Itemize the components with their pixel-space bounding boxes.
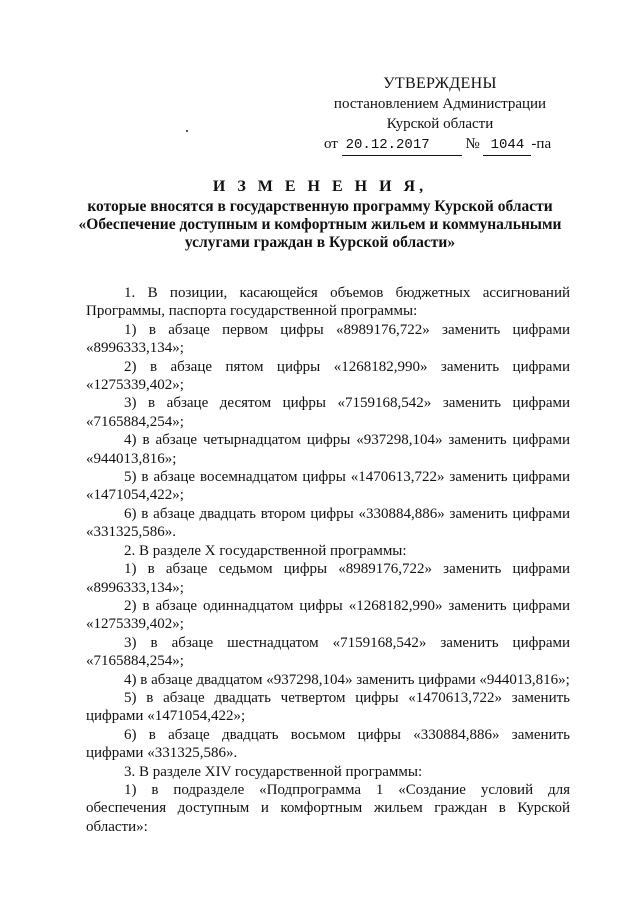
paragraph: 1) в абзаце первом цифры «8989176,722» заменить цифрами «8996333,134»; <box>86 321 570 357</box>
paragraph: 3. В разделе XIV государственной программы: <box>124 763 423 780</box>
approval-number: 1044 <box>483 135 531 156</box>
number-label: № <box>465 136 480 152</box>
paragraph: 2) в абзаце одиннадцатом цифры «1268182,990» заменить цифрами «1275339,402»; <box>86 597 570 633</box>
heading-title: И З М Е Н Е Н И Я, <box>212 178 428 195</box>
paragraph: 2) в абзаце пятом цифры «1268182,990» заменить цифрами «1275339,402»; <box>86 358 570 394</box>
approval-title: УТВЕРЖДЕНЫ <box>383 75 497 92</box>
approval-date: 20.12.2017 <box>342 135 462 156</box>
number-suffix: -па <box>531 136 552 152</box>
paragraph: 1) в абзаце седьмом цифры «8989176,722» заменить цифрами «8996333,134»; <box>86 561 570 596</box>
heading-line-3: услугами граждан в Курской области» <box>184 234 456 251</box>
scan-speck <box>186 130 188 132</box>
paragraph: 3) в абзаце шестнадцатом «7159168,542» заменить цифрами «7165884,254»; <box>86 634 570 670</box>
approval-date-line <box>300 134 580 156</box>
approval-line-1: постановлением Администрации <box>333 96 547 112</box>
approval-stamp <box>300 74 580 156</box>
paragraph: 5) в абзаце двадцать четвертом цифры «1470613,722» заменить цифрами «1471054,422»; <box>86 689 570 725</box>
heading-line-1: которые вносятся в государственную программу Курской области <box>87 198 553 215</box>
paragraph: 2. В разделе X государственной программы: <box>124 542 407 559</box>
paragraph: 5) в абзаце восемнадцатом цифры «1470613,722» заменить цифрами «1471054,422»; <box>86 469 570 504</box>
paragraph: 4) в абзаце двадцатом «937298,104» заменить цифрами «944013,816»; <box>124 671 570 688</box>
from-label: от <box>324 136 338 152</box>
paragraph: 3) в абзаце десятом цифры «7159168,542» заменить цифрами «7165884,254»; <box>86 395 570 430</box>
paragraph: 4) в абзаце четырнадцатом цифры «937298,104» заменить цифрами «944013,816»; <box>86 432 570 467</box>
heading-line-2: «Обеспечение доступным и комфортным жильем и коммунальными <box>78 216 562 233</box>
document-heading <box>60 178 580 252</box>
paragraph: 1. В позиции, касающейся объемов бюджетных ассигнований Программы, паспорта государственной программы: <box>86 285 570 320</box>
approval-line-2: Курской области <box>386 116 494 132</box>
paragraph: 6) в абзаце двадцать восьмом цифры «330884,886» заменить цифрами «331325,586». <box>86 726 570 762</box>
paragraph: 6) в абзаце двадцать втором цифры «330884,886» заменить цифрами «331325,586». <box>86 505 570 541</box>
paragraph: 1) в подразделе «Подпрограмма 1 «Создание условий для обеспечения доступным и комфортным жильем граждан в Курской области»: <box>86 781 570 835</box>
document-body <box>86 284 570 836</box>
